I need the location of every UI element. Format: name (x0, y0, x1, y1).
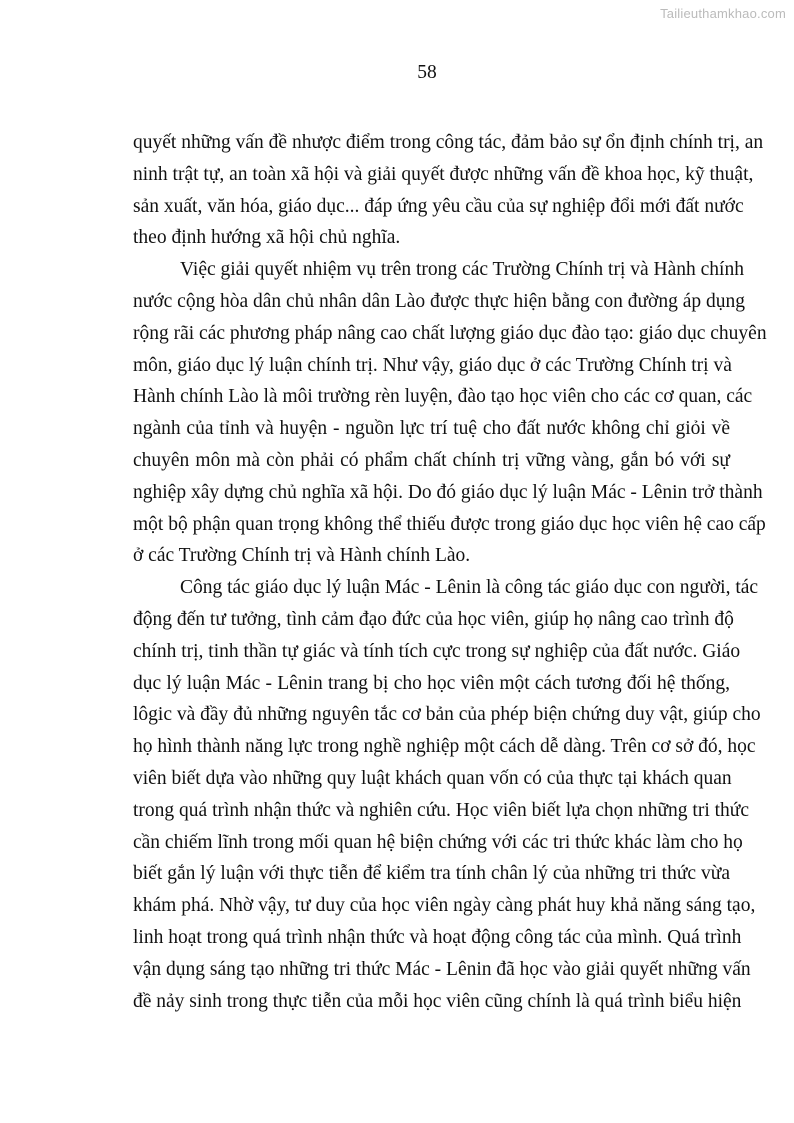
text-line: cần chiếm lĩnh trong mối quan hệ biện chứng với các tri thức khác làm cho họ (133, 831, 743, 853)
text-line: đề nảy sinh trong thực tiễn của mỗi học viên cũng chính là quá trình biểu hiện (133, 990, 742, 1012)
text-line: dục lý luận Mác - Lênin trang bị cho học viên một cách tương đối hệ thống, (133, 672, 730, 694)
text-line: nước cộng hòa dân chủ nhân dân Lào được thực hiện bằng con đường áp dụng (133, 290, 746, 312)
paragraph (133, 254, 767, 572)
text-line: Hành chính Lào là môi trường rèn luyện, đào tạo học viên cho các cơ quan, các (133, 386, 753, 408)
text-line: môn, giáo dục lý luận chính trị. Như vậy, giáo dục ở các Trường Chính trị và (133, 354, 732, 376)
text-line: theo định hướng xã hội chủ nghĩa. (133, 227, 401, 249)
text-line: rộng rãi các phương pháp nâng cao chất lượng giáo dục đào tạo: giáo dục chuyên (133, 322, 767, 344)
text-line: quyết những vấn đề nhược điểm trong công tác, đảm bảo sự ổn định chính trị, an (133, 132, 764, 153)
text-line: sản xuất, văn hóa, giáo dục... đáp ứng yêu cầu của sự nghiệp đổi mới đất nước (133, 195, 744, 217)
text-line: họ hình thành năng lực trong nghề nghiệp một cách dễ dàng. Trên cơ sở đó, học (133, 736, 756, 758)
paragraph (133, 127, 764, 254)
text-line: linh hoạt trong quá trình nhận thức và hoạt động công tác của mình. Quá trình (133, 926, 742, 948)
text-line: động đến tư tưởng, tình cảm đạo đức của học viên, giúp họ nâng cao trình độ (133, 608, 734, 630)
text-line: nghiệp xây dựng chủ nghĩa xã hội. Do đó giáo dục lý luận Mác - Lênin trở thành (133, 481, 763, 503)
text-line: chính trị, tinh thần tự giác và tính tích cực trong sự nghiệp của đất nước. Giáo (133, 640, 741, 662)
text-line: chuyên môn mà còn phải có phẩm chất chính trị vững vàng, gắn bó với sự (133, 449, 730, 471)
text-line: ninh trật tự, an toàn xã hội và giải quyết được những vấn đề khoa học, kỹ thuật, (133, 163, 754, 185)
text-line: ngành của tỉnh và huyện - nguồn lực trí tuệ cho đất nước không chỉ giỏi về (133, 418, 730, 440)
body-text (133, 127, 767, 1017)
text-line: vận dụng sáng tạo những tri thức Mác - Lênin đã học vào giải quyết những vấn (133, 958, 751, 980)
text-line: biết gắn lý luận với thực tiễn để kiểm tra tính chân lý của những tri thức vừa (133, 863, 730, 885)
text-line: trong quá trình nhận thức và nghiên cứu. Học viên biết lựa chọn những tri thức (133, 799, 750, 821)
text-line: ở các Trường Chính trị và Hành chính Lào. (133, 545, 471, 567)
page-number: 58 (417, 62, 437, 83)
text-line: một bộ phận quan trọng không thể thiếu được trong giáo dục học viên hệ cao cấp (133, 513, 766, 535)
text-line: lôgic và đầy đủ những nguyên tắc cơ bản của phép biện chứng duy vật, giúp cho (133, 704, 761, 726)
text-line: Việc giải quyết nhiệm vụ trên trong các Trường Chính trị và Hành chính (180, 259, 744, 281)
text-line: khám phá. Nhờ vậy, tư duy của học viên ngày càng phát huy khả năng sáng tạo, (133, 895, 756, 917)
watermark: Tailieuthamkhao.com (660, 6, 786, 21)
text-line: viên biết dựa vào những quy luật khách quan vốn có của thực tại khách quan (133, 767, 732, 789)
paragraph (133, 572, 761, 1017)
text-line: Công tác giáo dục lý luận Mác - Lênin là công tác giáo dục con người, tác (180, 577, 759, 599)
